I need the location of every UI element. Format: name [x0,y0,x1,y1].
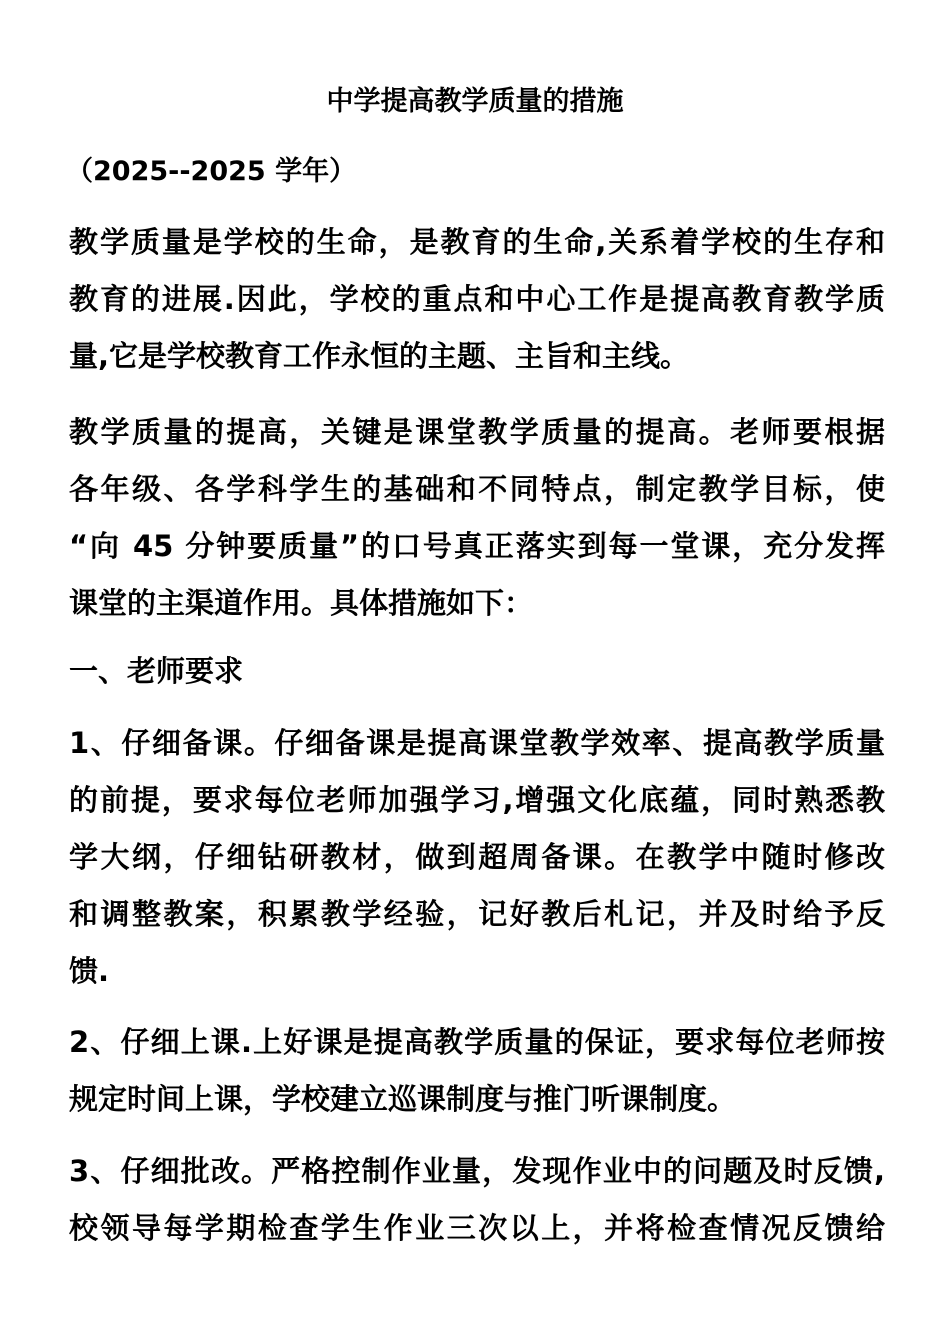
text-line: 学大纲，仔细钻研教材，做到超周备课。在教学中随时修改 [69,840,885,874]
text-line: 规定时间上课，学校建立巡课制度与推门听课制度。 [69,1082,737,1116]
paragraph-item-3 [69,1143,885,1257]
document-title: 中学提高教学质量的措施 [326,86,624,117]
text-line: 馈. [69,954,110,988]
text-line: 课堂的主渠道作用。具体措施如下： [69,586,534,620]
text-line: 校领导每学期检查学生作业三次以上，并将检查情况反馈给 [69,1211,885,1245]
paragraph-item-1 [69,715,885,1000]
text-line: 教育的进展.因此，学校的重点和中心工作是提高教育教学质 [69,282,885,316]
text-line: 教学质量的提高，关键是课堂教学质量的提高。老师要根据 [69,415,885,449]
school-year-label: （2025--2025 学年） [66,156,357,187]
paragraph-item-2 [69,1014,885,1128]
text-line: 的前提，要求每位老师加强学习,增强文化底蕴，同时熟悉教 [69,783,885,817]
section-heading-teacher [69,643,885,700]
text-line: 一、老师要求 [69,654,244,688]
paragraph-key-point [69,404,885,632]
text-line: 3、仔细批改。严格控制作业量，发现作业中的问题及时反馈, [69,1154,885,1188]
text-line: “向 45 分钟要质量”的口号真正落实到每一堂课，充分发挥 [69,529,885,563]
text-line: 1、仔细备课。仔细备课是提高课堂教学效率、提高教学质量 [69,726,885,760]
paragraph-intro [69,214,885,385]
text-line: 教学质量是学校的生命，是教育的生命,关系着学校的生存和 [69,225,885,259]
text-line: 和调整教案，积累教学经验，记好教后札记，并及时给予反 [69,897,885,931]
text-line: 量,它是学校教育工作永恒的主题、主旨和主线。 [69,339,690,373]
text-line: 2、仔细上课.上好课是提高教学质量的保证，要求每位老师按 [69,1025,885,1059]
text-line: 各年级、各学科学生的基础和不同特点，制定教学目标，使 [69,472,885,506]
